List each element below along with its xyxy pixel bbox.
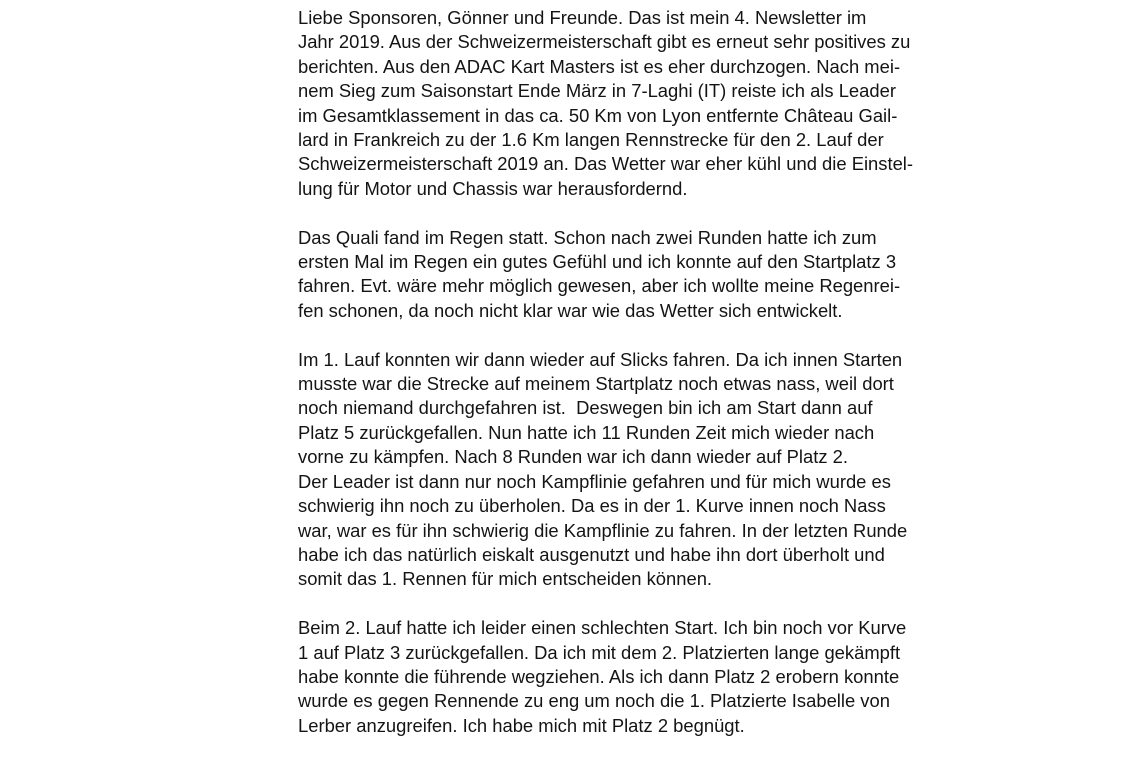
text-line: nem Sieg zum Saisonstart Ende März in 7-Laghi (IT) reiste ich als Leader — [298, 80, 896, 102]
text-line: Der Leader ist dann nur noch Kampflinie gefahren und für mich wurde es — [298, 470, 891, 492]
paragraph-race-one — [298, 348, 1018, 592]
text-line: wurde es gegen Rennende zu eng um noch die 1. Platzierte Isabelle von — [298, 690, 890, 712]
text-line: im Gesamtklassement in das ca. 50 Km von Lyon entfernte Château Gail- — [298, 104, 898, 126]
text-line: Beim 2. Lauf hatte ich leider einen schlechten Start. Ich bin noch vor Kurve — [298, 617, 907, 639]
paragraph-intro — [298, 6, 1018, 201]
newsletter-body — [298, 6, 1018, 763]
text-line: Das Quali fand im Regen statt. Schon nach zwei Runden hatte ich zum — [298, 226, 877, 248]
text-line: fahren. Evt. wäre mehr möglich gewesen, aber ich wollte meine Regenrei- — [298, 275, 901, 297]
text-line: habe konnte die führende wegziehen. Als ich dann Platz 2 erobern konnte — [298, 665, 900, 687]
paragraph-qualifying — [298, 226, 1018, 324]
text-line: musste war die Strecke auf meinem Startplatz noch etwas nass, weil dort — [298, 373, 894, 395]
text-line: Schweizermeisterschaft 2019 an. Das Wetter war eher kühl und die Einstel- — [298, 153, 914, 175]
text-line: noch niemand durchgefahren ist. Deswegen bin ich am Start dann auf — [298, 397, 873, 419]
text-line: Im 1. Lauf konnten wir dann wieder auf Slicks fahren. Da ich innen Starten — [298, 348, 903, 370]
text-line: lung für Motor und Chassis war herausfordernd. — [298, 177, 688, 199]
paragraph-race-two — [298, 616, 1018, 738]
text-line: habe ich das natürlich eiskalt ausgenutzt und habe ihn dort überholt und — [298, 543, 885, 565]
text-line: berichten. Aus den ADAC Kart Masters ist es eher durchzogen. Nach mei- — [298, 55, 901, 77]
text-line: vorne zu kämpfen. Nach 8 Runden war ich dann wieder auf Platz 2. — [298, 446, 848, 468]
text-line: fen schonen, da noch nicht klar war wie das Wetter sich entwickelt. — [298, 299, 843, 321]
text-line: Lerber anzugreifen. Ich habe mich mit Platz 2 begnügt. — [298, 714, 745, 736]
text-line: somit das 1. Rennen für mich entscheiden können. — [298, 568, 713, 590]
text-line: Jahr 2019. Aus der Schweizermeisterschaft gibt es erneut sehr positives zu — [298, 31, 911, 53]
text-line: Liebe Sponsoren, Gönner und Freunde. Das ist mein 4. Newsletter im — [298, 7, 867, 28]
text-line: ersten Mal im Regen ein gutes Gefühl und ich konnte auf den Startplatz 3 — [298, 251, 897, 273]
text-line: lard in Frankreich zu der 1.6 Km langen Rennstrecke für den 2. Lauf der — [298, 129, 884, 151]
text-line: Platz 5 zurückgefallen. Nun hatte ich 11 Runden Zeit mich wieder nach — [298, 421, 875, 443]
text-line: schwierig ihn noch zu überholen. Da es in der 1. Kurve innen noch Nass — [298, 495, 886, 517]
text-line: war, war es für ihn schwierig die Kampflinie zu fahren. In der letzten Runde — [298, 519, 908, 541]
text-line: 1 auf Platz 3 zurückgefallen. Da ich mit dem 2. Platzierten lange gekämpft — [298, 641, 901, 663]
